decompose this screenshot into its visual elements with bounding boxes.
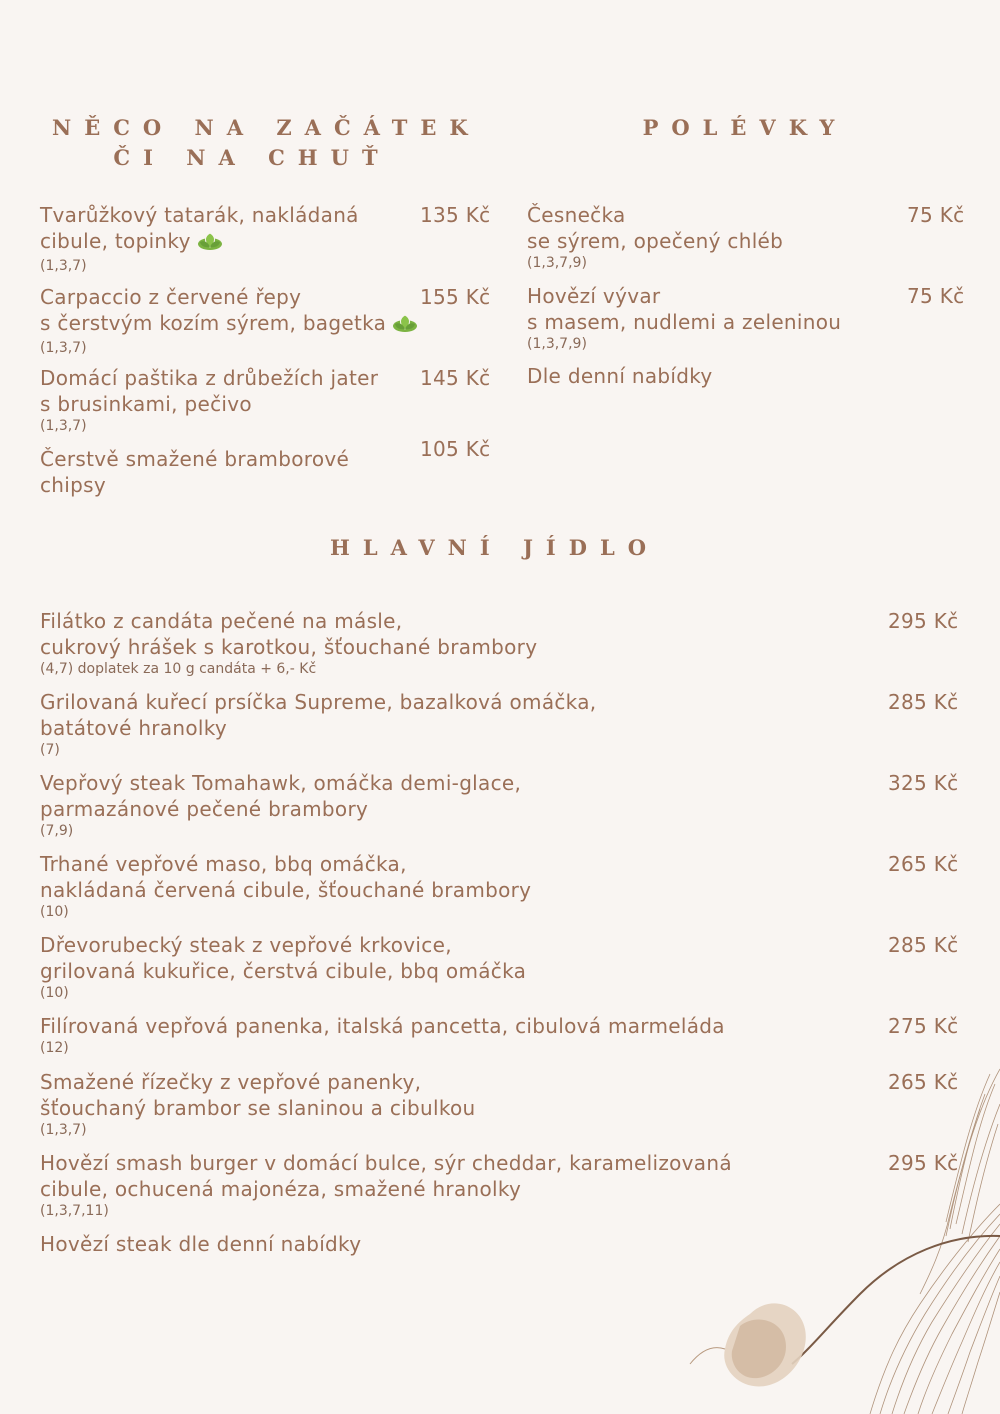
menu-item-starter: Tvarůžkový tatarák, nakládaná cibule, topinky (1,3,7): [40, 203, 359, 274]
menu-item-price: 75 Kč: [907, 284, 965, 308]
flower-icon: [690, 1303, 806, 1386]
menu-item-main: Hovězí steak dle denní nabídky: [40, 1232, 362, 1256]
menu-item-price: 155 Kč: [420, 285, 491, 309]
vegetarian-leaf-icon: [197, 231, 223, 257]
menu-item-price: 265 Kč: [888, 1070, 959, 1094]
menu-item-starter: Čerstvě smažené bramborové chipsy: [40, 447, 350, 497]
menu-item-soup: Česnečka se sýrem, opečený chléb (1,3,7,9): [527, 203, 784, 271]
section-heading-mains: HLAVNÍ JÍDLO: [330, 535, 660, 560]
menu-item-soup: Hovězí vývar s masem, nudlemi a zeleninou (1,3,7,9): [527, 284, 842, 352]
section-heading-starters-line1: NĚCO NA ZAČÁTEK: [52, 115, 481, 140]
menu-item-main: Vepřový steak Tomahawk, omáčka demi-glace, parmazánové pečené brambory (7,9): [40, 771, 522, 839]
menu-item-price: 135 Kč: [420, 203, 491, 227]
menu-item-main: Smažené řízečky z vepřové panenky, šťouchaný brambor se slaninou a cibulkou (1,3,7): [40, 1070, 476, 1138]
section-heading-starters: [52, 113, 481, 173]
menu-item-main: Trhané vepřové maso, bbq omáčka, nakládaná červená cibule, šťouchané brambory (10): [40, 852, 532, 920]
menu-item-price: 265 Kč: [888, 852, 959, 876]
section-heading-starters-line2: ČI NA CHUŤ: [113, 145, 391, 170]
menu-item-price: 285 Kč: [888, 690, 959, 714]
vegetarian-leaf-icon: [392, 313, 418, 339]
menu-item-main: Grilovaná kuřecí prsíčka Supreme, bazalková omáčka, batátové hranolky (7): [40, 690, 597, 758]
menu-item-price: 295 Kč: [888, 1151, 959, 1175]
menu-item-price: 105 Kč: [420, 437, 491, 461]
menu-item-price: 295 Kč: [888, 609, 959, 633]
menu-item-soup: Dle denní nabídky: [527, 364, 713, 388]
section-heading-soups: POLÉVKY: [642, 115, 848, 140]
menu-item-price: 75 Kč: [907, 203, 965, 227]
menu-item-price: 145 Kč: [420, 366, 491, 390]
menu-item-starter: Domácí paštika z drůbežích jater s brusinkami, pečivo (1,3,7): [40, 366, 379, 434]
menu-item-main: Filírovaná vepřová panenka, italská pancetta, cibulová marmeláda (12): [40, 1014, 725, 1056]
menu-item-main: Hovězí smash burger v domácí bulce, sýr cheddar, karamelizovaná cibule, ochucená majonéza, smažené hranolky (1,3,7,11): [40, 1151, 732, 1219]
menu-item-price: 325 Kč: [888, 771, 959, 795]
menu-item-price: 285 Kč: [888, 933, 959, 957]
botanical-decoration-icon: [680, 1064, 1000, 1414]
menu-item-main: Dřevorubecký steak z vepřové krkovice, grilovaná kukuřice, čerstvá cibule, bbq omáčka (10): [40, 933, 527, 1001]
menu-item-starter: Carpaccio z červené řepy s čerstvým kozím sýrem, bagetka (1,3,7): [40, 284, 418, 357]
menu-item-price: 275 Kč: [888, 1014, 959, 1038]
menu-item-main: Filátko z candáta pečené na másle, cukrový hrášek s karotkou, šťouchané brambory (4,7) doplatek za 10 g candáta + 6,- Kč: [40, 609, 538, 677]
